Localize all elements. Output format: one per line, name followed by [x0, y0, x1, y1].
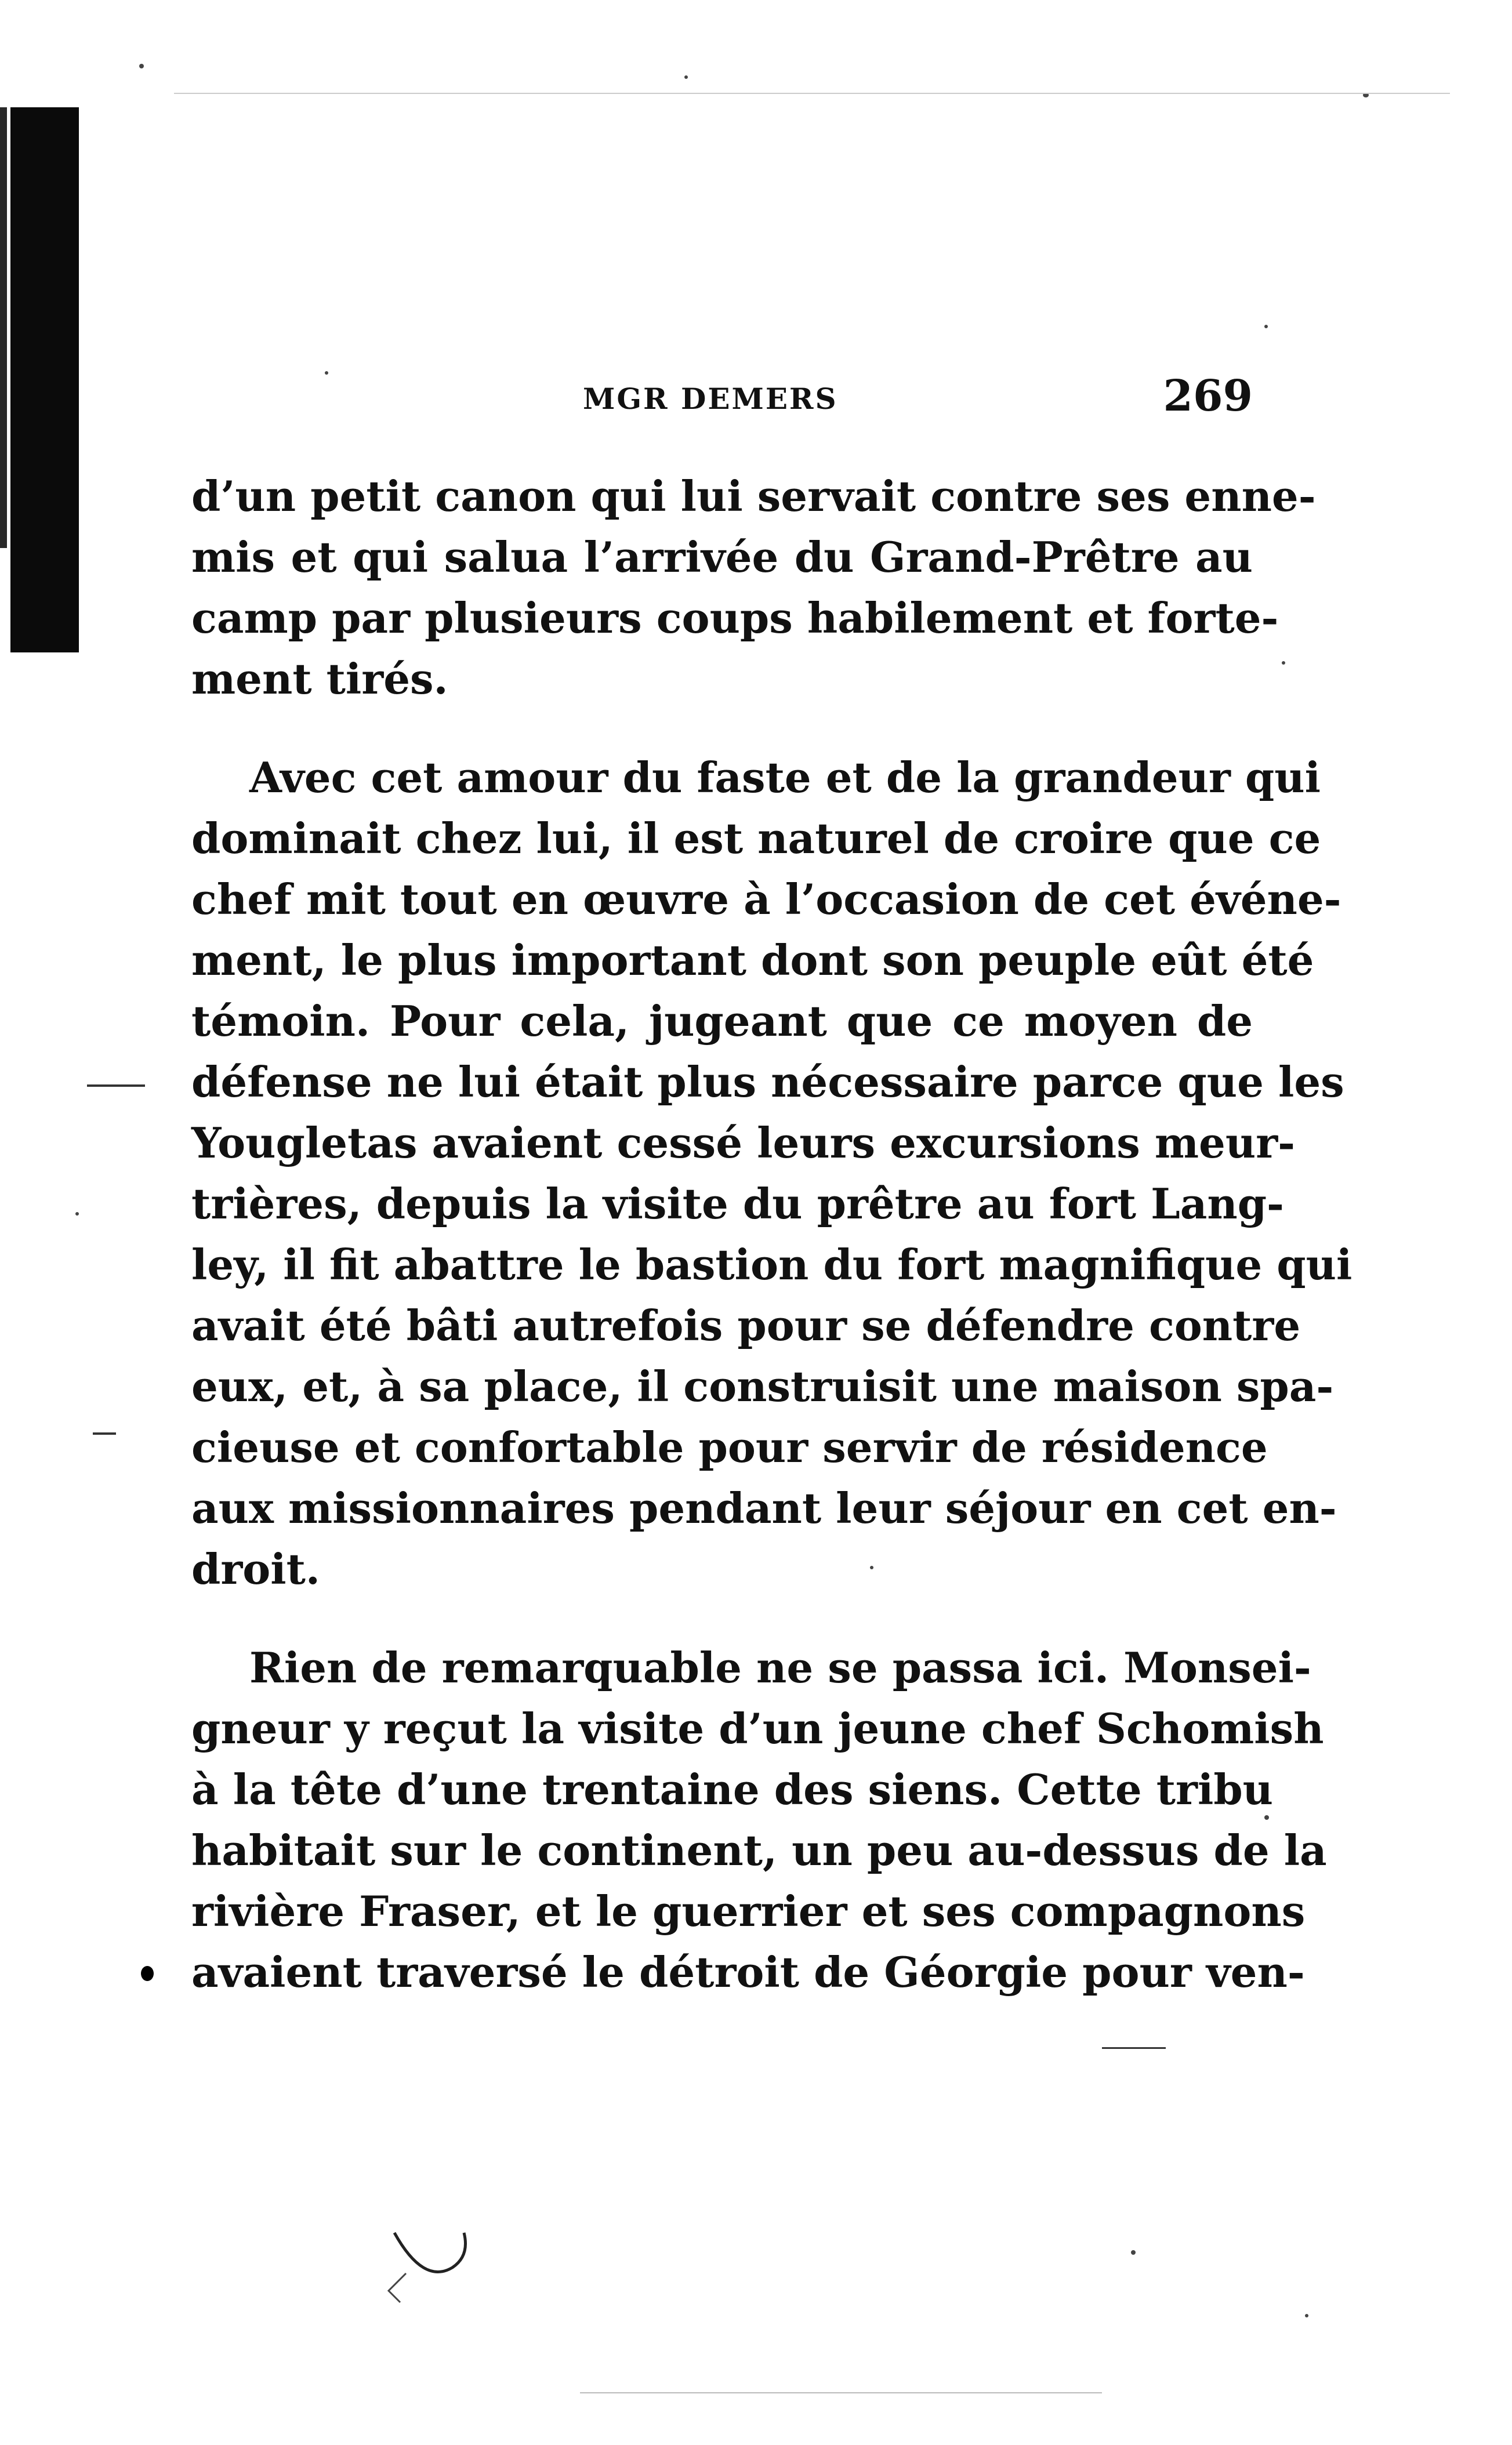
- text-line: rivière Fraser, et le guerrier et ses compagnons: [191, 1887, 1306, 1936]
- page-number: 269: [1163, 371, 1253, 421]
- text-line: Avec cet amour du faste et de la grandeur qui: [249, 753, 1321, 802]
- scan-speck: [870, 1566, 873, 1569]
- paragraph-gap: [191, 1599, 1253, 1637]
- text-line: avait été bâti autrefois pour se défendre contre: [191, 1301, 1301, 1350]
- scan-speck: [75, 1212, 79, 1216]
- scan-speck: [139, 64, 144, 68]
- paragraph-gap: [191, 709, 1253, 747]
- text-line: camp par plusieurs coups habilement et forte-: [191, 593, 1279, 643]
- margin-mark: [87, 1084, 145, 1087]
- pencil-scrawl: [383, 2221, 487, 2308]
- scan-speck: [141, 1966, 154, 1981]
- text-line: ley, il fit abattre le bastion du fort magnifique qui: [191, 1240, 1353, 1289]
- scan-speck: [684, 75, 688, 79]
- scan-speck: [1264, 1815, 1269, 1820]
- text-line: dominait chez lui, il est naturel de croire que ce: [191, 814, 1321, 863]
- text-line: Yougletas avaient cessé leurs excursions meur-: [191, 1118, 1296, 1167]
- running-title: MGR DEMERS: [583, 382, 838, 416]
- scan-speck: [325, 371, 328, 375]
- text-line: témoin. Pour cela, jugeant que ce moyen de: [191, 996, 1253, 1046]
- text-line: avaient traversé le détroit de Géorgie pour ven-: [191, 1947, 1305, 1997]
- scan-speck: [1264, 325, 1268, 328]
- text-line: à la tête d’une trentaine des siens. Cette tribu: [191, 1765, 1274, 1814]
- scan-speck: [1131, 2250, 1136, 2255]
- scan-speck: [1282, 661, 1285, 665]
- scan-speck: [1305, 2314, 1308, 2317]
- text-line: droit.: [191, 1544, 320, 1594]
- running-head: [191, 371, 1253, 423]
- text-line: défense ne lui était plus nécessaire parce que les: [191, 1057, 1344, 1107]
- body-text: [191, 466, 1353, 2003]
- text-line: d’un petit canon qui lui servait contre ses enne-: [191, 471, 1316, 521]
- text-line: gneur y reçut la visite d’un jeune chef Schomish: [191, 1704, 1324, 1753]
- text-line: ment, le plus important dont son peuple eût été: [191, 935, 1314, 985]
- text-line: aux missionnaires pendant leur séjour en cet en-: [191, 1483, 1337, 1533]
- text-line: cieuse et confortable pour servir de résidence: [191, 1423, 1268, 1472]
- text-line: ment tirés.: [191, 654, 448, 703]
- text-line: Rien de remarquable ne se passa ici. Monsei-: [249, 1643, 1311, 1692]
- binding-shadow: [10, 107, 79, 652]
- text-line: chef mit tout en œuvre à l’occasion de cet événe-: [191, 875, 1341, 924]
- margin-mark: [93, 1432, 116, 1435]
- text-line: mis et qui salua l’arrivée du Grand-Prêtre au: [191, 532, 1253, 582]
- margin-mark: [1102, 2047, 1166, 2049]
- text-line: trières, depuis la visite du prêtre au fort Lang-: [191, 1179, 1284, 1228]
- margin-mark: [174, 93, 1450, 94]
- text-line: habitait sur le continent, un peu au-dessus de la: [191, 1826, 1327, 1875]
- binding-edge: [0, 107, 7, 548]
- text-line: eux, et, à sa place, il construisit une maison spa-: [191, 1362, 1334, 1411]
- margin-mark: [580, 2392, 1102, 2393]
